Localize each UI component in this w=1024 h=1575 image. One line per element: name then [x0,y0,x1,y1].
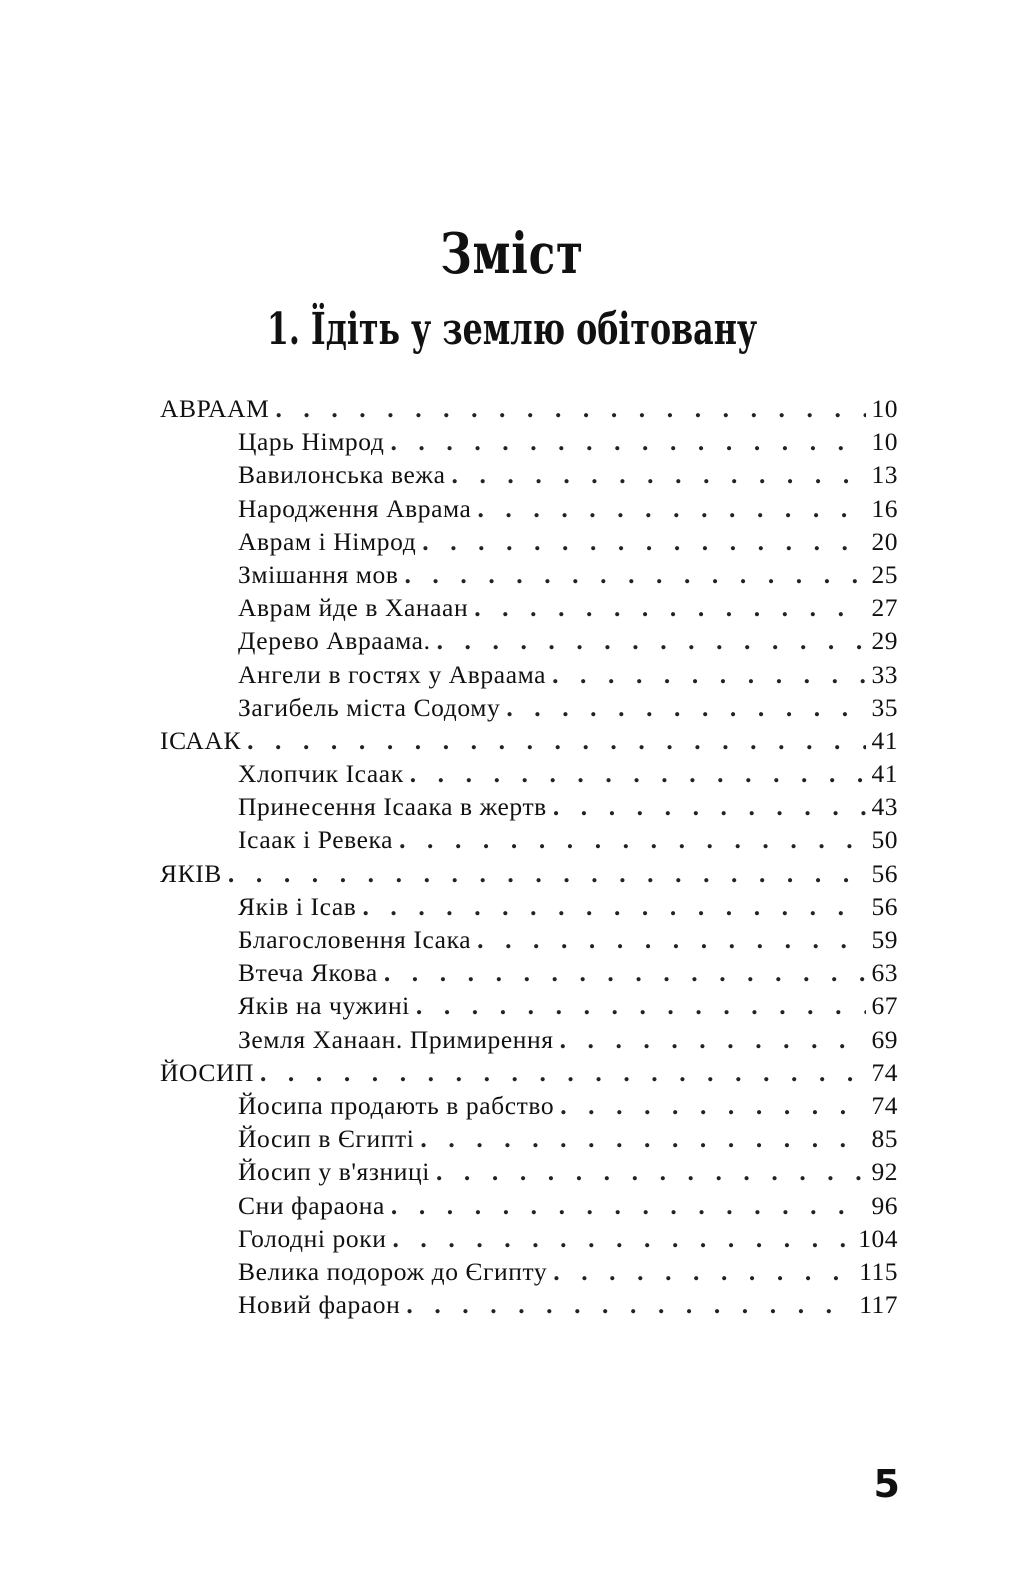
toc-entry-row [160,691,898,724]
dot-leader [420,1122,865,1155]
toc-page-number: 41 [871,725,898,755]
toc-chapter-row [160,724,898,757]
toc-page-number: 10 [871,394,898,423]
toc-entry-row [160,1288,898,1321]
toc-page-number: 16 [871,493,898,523]
toc-page-number: 27 [871,593,898,623]
dot-leader [474,591,865,624]
toc-entry-label: Новий фараон [238,1290,401,1320]
dot-leader [260,1056,866,1089]
toc-entry-row [160,823,898,856]
toc-entry-row [160,1089,898,1122]
toc-entry-label: Дерево Авраама. [238,626,431,656]
dot-leader [506,691,865,724]
toc-entry-row [160,1189,898,1222]
toc-page-number: 67 [871,991,898,1021]
dot-leader [416,989,866,1022]
toc-page-number: 96 [871,1190,898,1220]
toc-entry-label: Вавилонська вежа [238,460,446,490]
toc-page-number: 59 [871,925,898,954]
toc-entry-label: Велика подорож до Єгипту [238,1256,548,1286]
toc-page-number: 50 [871,825,898,855]
toc-entry-row [160,558,898,591]
toc-page-number: 92 [871,1157,898,1187]
toc-page-number: 85 [871,1124,898,1154]
toc-page-number: 74 [871,1057,898,1087]
toc-chapter-row [160,857,898,890]
toc-entry-row [160,956,898,989]
dot-leader [436,1155,866,1188]
toc-page-number: 35 [871,692,898,722]
dot-leader [452,458,866,491]
toc-page-number: 41 [871,759,898,789]
toc-page-number: 69 [871,1024,898,1054]
dot-leader [362,890,865,923]
toc-entry-label: Змішання мов [238,559,399,589]
dot-leader [404,558,865,591]
dot-leader [228,857,866,890]
toc-page-number: 10 [871,427,898,457]
toc-entry-row [160,1122,898,1155]
toc-entry-row [160,624,898,657]
dot-leader [560,1089,865,1122]
dot-leader [410,757,866,790]
toc-page-number: 29 [871,626,898,656]
toc-chapter-label: ЙОСИП [160,1057,254,1087]
toc-page-number: 25 [871,559,898,589]
toc-entry-label: Втеча Якова [238,958,378,988]
toc-entry-label: Земля Ханаан. Примирення [238,1024,554,1054]
toc-entry-label: Йосип в Єгипті [238,1124,415,1154]
toc-page-number: 115 [859,1256,898,1286]
dot-leader [477,923,865,956]
dot-leader [391,1189,866,1222]
toc-chapter-row [160,1056,898,1089]
contents-title: Зміст [440,221,584,287]
toc-page-number: 104 [858,1223,898,1253]
toc-page-number: 74 [871,1090,898,1120]
toc-page-number: 13 [871,460,898,490]
dot-leader [552,658,865,691]
toc-entry-row [160,1023,898,1056]
toc-entry-label: Голодні роки [238,1223,387,1253]
dot-leader [560,1023,866,1056]
toc-page-number: 20 [871,526,898,556]
toc-page-number: 33 [871,659,898,689]
toc-entry-label: Ангели в гостях у Авраама [238,659,547,689]
toc-entry-row [160,757,898,790]
toc-chapter-label: АВРААМ [160,394,270,423]
toc-entry-row [160,658,898,691]
dot-leader [390,425,865,458]
toc-entry-row [160,989,898,1022]
toc-entry-row [160,1222,898,1255]
toc-chapter-label: ІСААК [160,725,242,755]
toc-entry-label: Загибель міста Содому [238,692,501,722]
dot-leader [477,492,865,525]
toc-entry-label: Хлопчик Ісаак [238,759,404,789]
section-subtitle: 1. Їдіть у землю обітовану [266,304,758,355]
page-number: 5 [873,1462,900,1506]
toc-page-number: 56 [871,891,898,921]
toc-entry-label: Ісаак і Ревека [238,825,394,855]
toc-entry-row [160,790,898,823]
toc-entry-row [160,591,898,624]
toc-entry-row [160,525,898,558]
toc-entry-label: Йосипа продають в рабство [238,1090,555,1120]
toc-page-number: 63 [871,958,898,988]
table-of-contents [160,392,898,1321]
toc-entry-row [160,1255,898,1288]
toc-entry-row [160,923,898,956]
toc-entry-row [160,458,898,491]
dot-leader [399,823,865,856]
toc-entry-label: Царь Німрод [238,427,385,457]
dot-leader [553,1255,853,1288]
toc-entry-label: Народження Аврама [238,493,472,523]
dot-leader [247,724,865,757]
toc-entry-label: Яків і Ісав [238,891,357,921]
dot-leader [384,956,866,989]
toc-entry-row [160,1155,898,1188]
toc-entry-row [160,492,898,525]
toc-entry-label: Благословення Ісака [238,925,472,954]
toc-page-number: 117 [859,1290,898,1320]
toc-chapter-label: ЯКІВ [160,858,222,888]
toc-entry-label: Яків на чужині [238,991,410,1021]
toc-entry-label: Аврам і Німрод [238,526,417,556]
toc-entry-label: Йосип у в'язниці [238,1157,430,1187]
toc-entry-label: Принесення Ісаака в жертв [238,792,547,822]
dot-leader [422,525,865,558]
toc-entry-row [160,425,898,458]
toc-page-number: 43 [871,792,898,822]
dot-leader [553,790,866,823]
toc-page-number: 56 [871,858,898,888]
toc-entry-label: Аврам йде в Ханаан [238,593,469,623]
dot-leader [392,1222,852,1255]
dot-leader [437,624,866,657]
toc-chapter-row [160,392,898,425]
dot-leader [406,1288,853,1321]
toc-entry-label: Сни фараона [238,1190,385,1220]
dot-leader [275,392,865,425]
toc-entry-row [160,890,898,923]
